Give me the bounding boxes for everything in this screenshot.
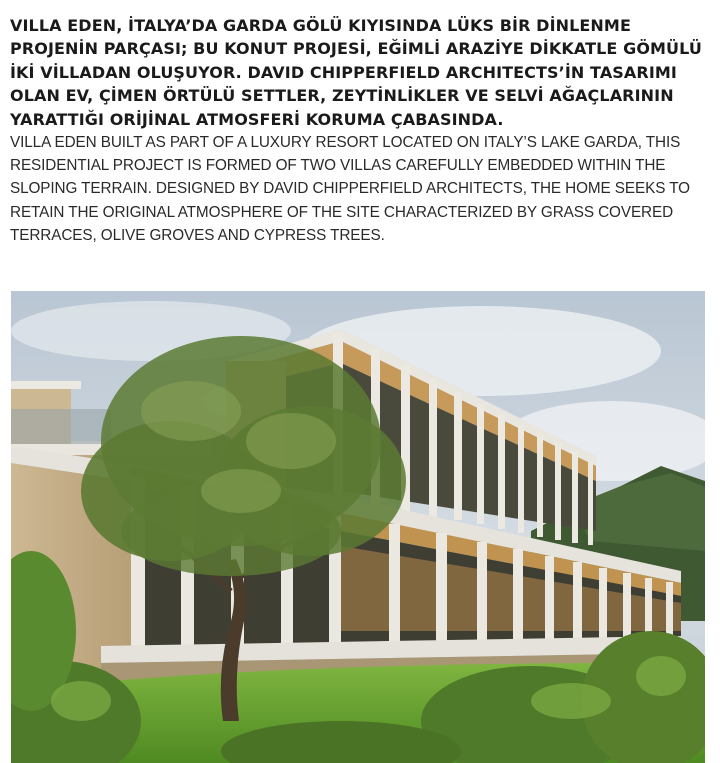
left-wing-railing	[11, 409, 111, 444]
article-body-english: VILLA EDEN BUILT AS PART OF A LUXURY RESORT LOCATED ON ITALY’S LAKE GARDA, THIS RESIDENTIAL PROJECT IS FORMED OF TWO VILLAS CAREFULLY EMBEDDED WITHIN THE SLOPING TERRAIN. DESIGNED BY DAVID CHIPPERFIELD ARCHITECTS, THE HOME SEEKS TO RETAIN THE ORIGINAL ATMOSPHERE OF THE SITE CHARACTERIZED BY GRASS COVERED TERRACES, OLIVE GROVES AND CYPRESS TREES.	[10, 134, 690, 244]
article-text	[10, 14, 710, 247]
villa-photo-illustration	[11, 291, 705, 763]
article-heading-turkish: VILLA EDEN, İTALYA’DA GARDA GÖLÜ KIYISINDA LÜKS BİR DİNLENME PROJENİN PARÇASI; BU KONUT PROJESİ, EĞİMLİ ARAZİYE DİKKATLE GÖMÜLÜ İKİ VİLLADAN OLUŞUYOR. DAVID CHIPPERFIELD ARCHITECTS’İN TASARIMI OLAN EV, ÇİMEN ÖRTÜLÜ SETTLER, ZEYTİNLİKLER VE SELVİ AĞAÇLARININ YARATTIĞI ORİJİNAL ATMOSFERİ KORUMA ÇABASINDA.	[10, 16, 702, 129]
villa-eden-photo	[11, 291, 705, 763]
upper-roof-slab	[11, 381, 81, 389]
